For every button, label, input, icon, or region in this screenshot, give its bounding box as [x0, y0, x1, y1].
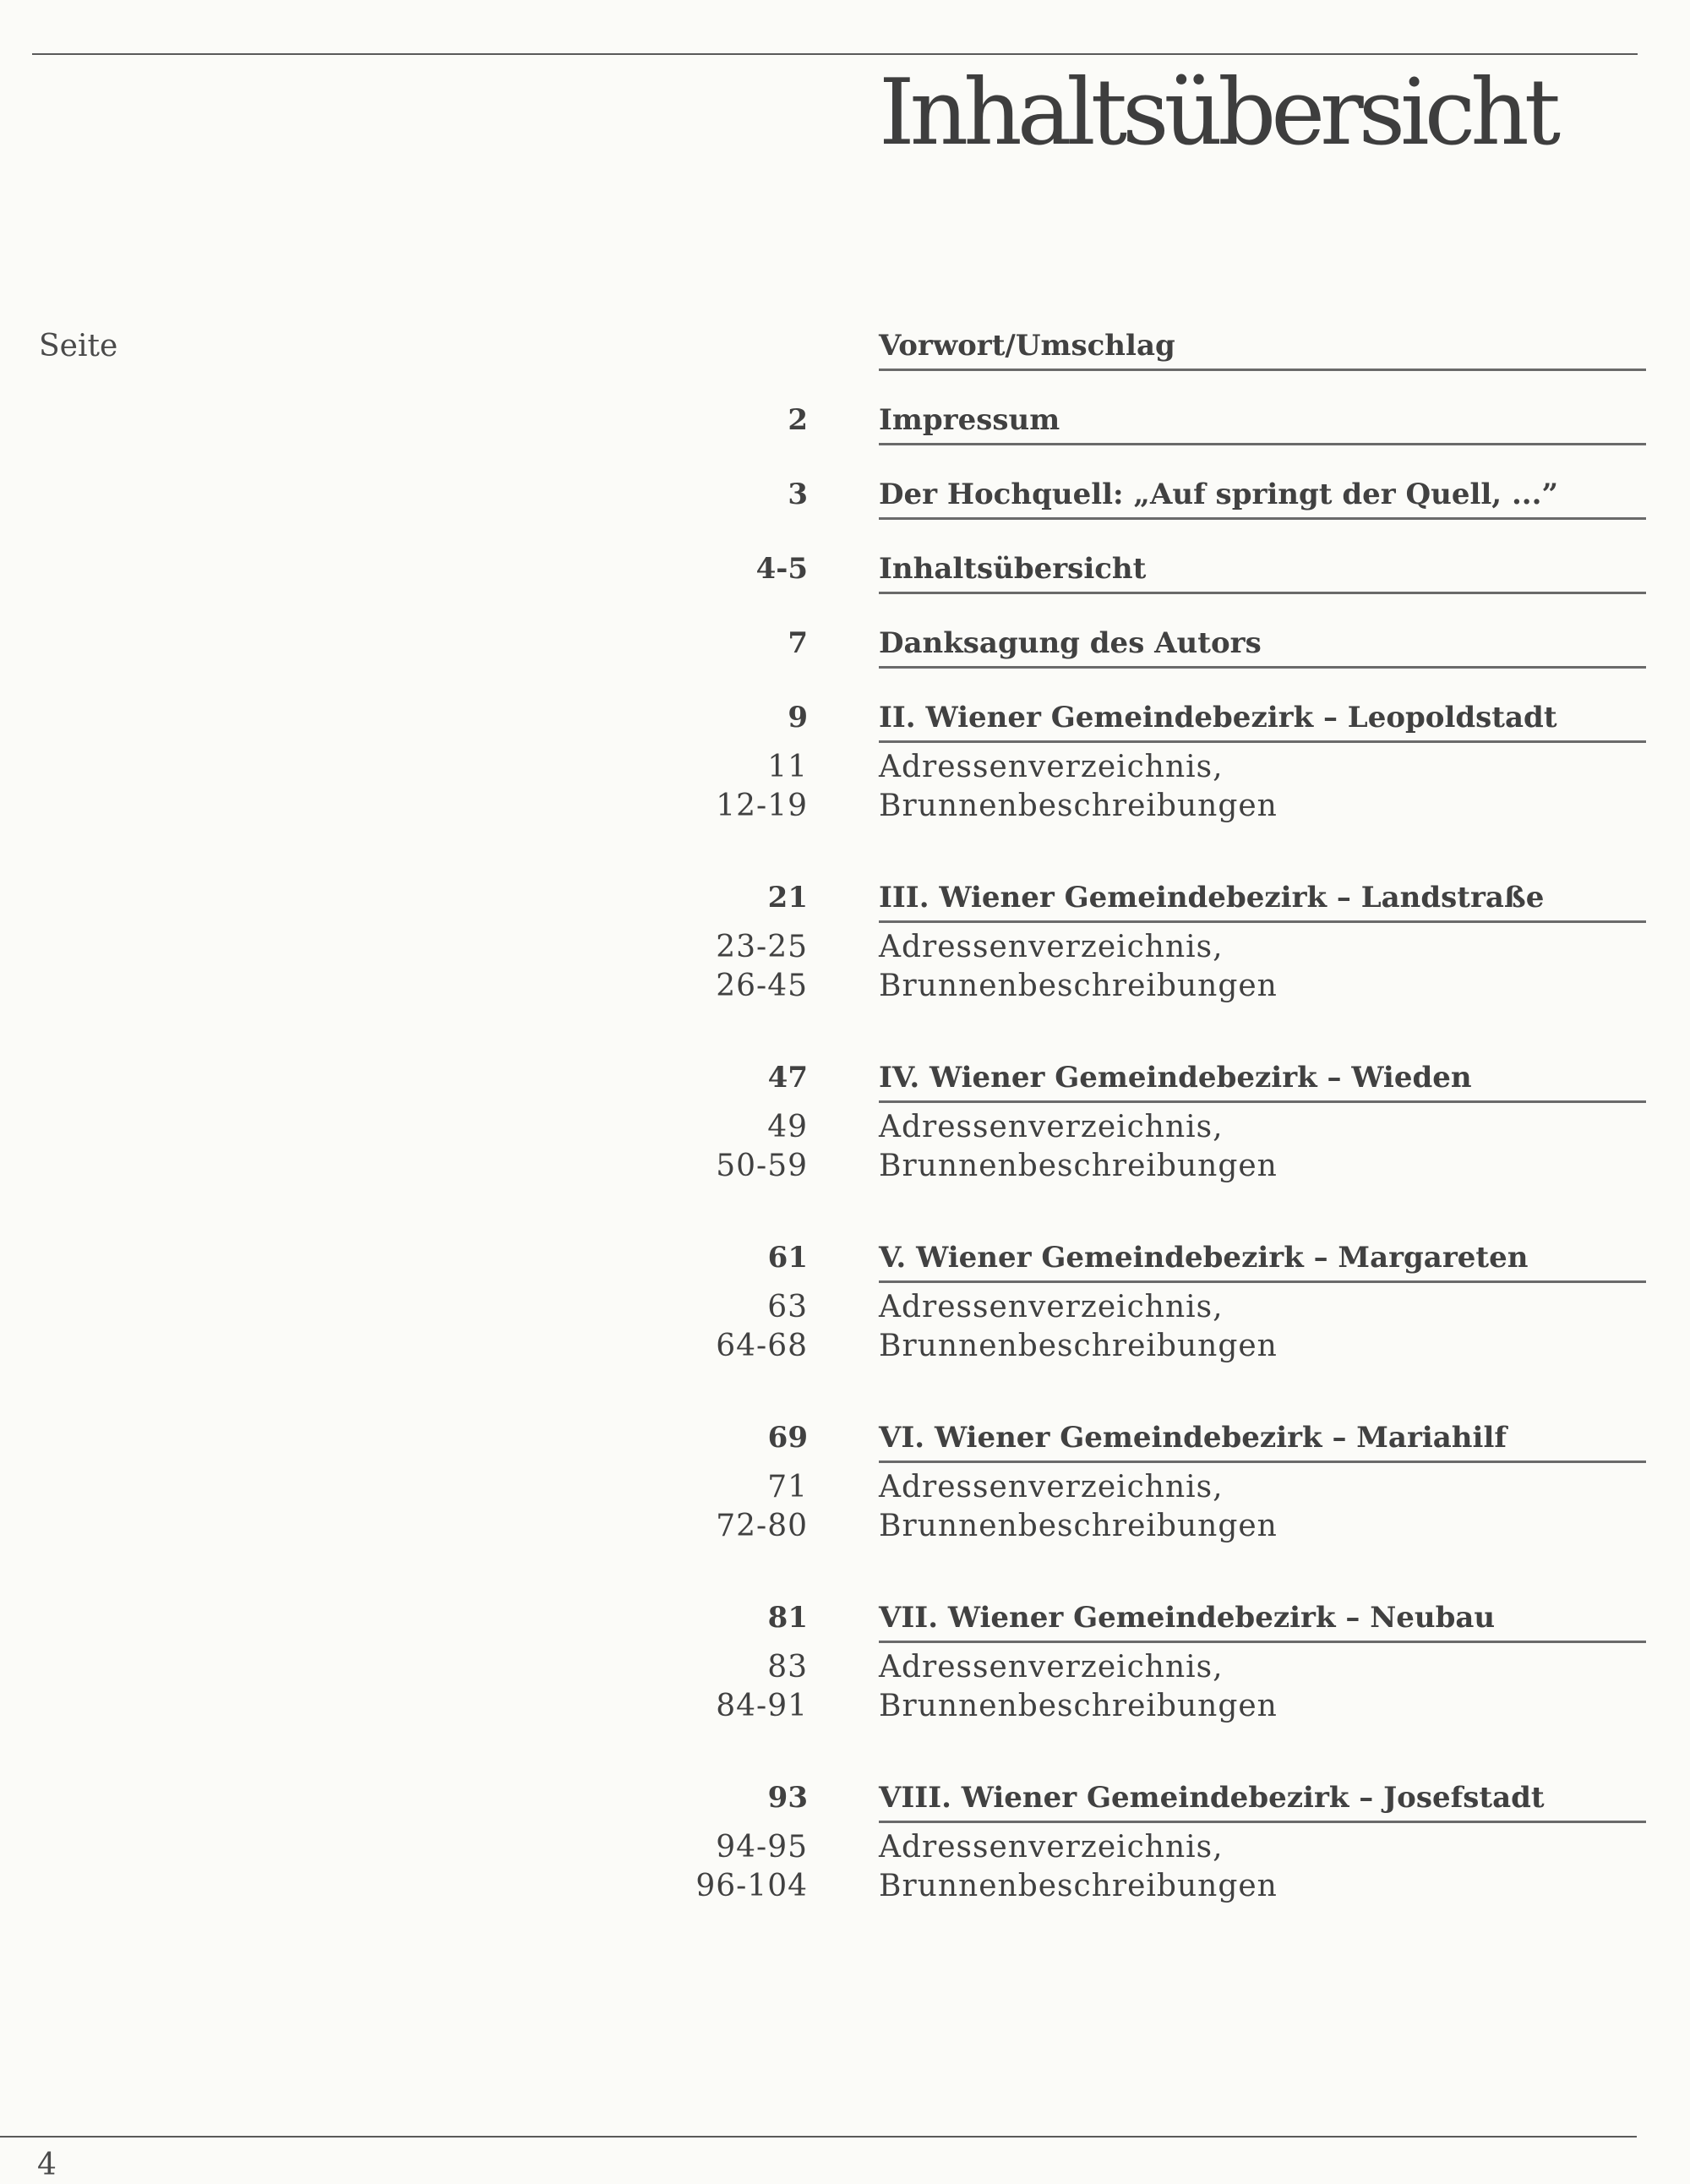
toc-entry-title: VII. Wiener Gemeindebezirk – Neubau — [879, 1598, 1646, 1637]
toc-subentry-title: Adressenverzeichnis, — [879, 750, 1224, 784]
toc-subentry-title: Brunnenbeschreibungen — [879, 1689, 1278, 1723]
toc-entry-title: II. Wiener Gemeindebezirk – Leopoldstadt — [879, 698, 1646, 737]
toc-entry-page: 9 — [788, 701, 808, 734]
toc-subentry-title: Adressenverzeichnis, — [879, 930, 1224, 964]
page-number: 4 — [37, 2148, 57, 2182]
toc-subentry-title: Adressenverzeichnis, — [879, 1290, 1224, 1324]
bottom-rule — [0, 2136, 1637, 2138]
toc-entry-title: III. Wiener Gemeindebezirk – Landstraße — [879, 878, 1646, 917]
toc-subentry-title: Brunnenbeschreibungen — [879, 1149, 1278, 1183]
toc-subentry-page: 50-59 — [716, 1149, 808, 1183]
toc-entry-title: Vorwort/Umschlag — [879, 326, 1646, 365]
toc-subentry-page: 96-104 — [695, 1869, 808, 1903]
toc-entry-page: 93 — [767, 1781, 808, 1815]
toc-subentry-title: Brunnenbeschreibungen — [879, 1509, 1278, 1543]
toc-subentry-page: 83 — [767, 1650, 808, 1684]
toc-subentry-page: 23-25 — [716, 930, 808, 964]
top-rule — [32, 53, 1638, 55]
toc-entry-page: 47 — [767, 1061, 808, 1095]
toc-entry-title: IV. Wiener Gemeindebezirk – Wieden — [879, 1058, 1646, 1097]
column-label-seite: Seite — [39, 329, 118, 363]
toc-entry-title: VIII. Wiener Gemeindebezirk – Josefstadt — [879, 1778, 1646, 1817]
toc-entry-title: Der Hochquell: „Auf springt der Quell, ...” — [879, 475, 1646, 514]
toc-subentry-title: Adressenverzeichnis, — [879, 1470, 1224, 1504]
toc-subentry-title: Brunnenbeschreibungen — [879, 1869, 1278, 1903]
toc-entry-page: 4-5 — [755, 552, 808, 586]
toc-subentry-title: Adressenverzeichnis, — [879, 1110, 1224, 1144]
toc-subentry-page: 11 — [767, 750, 808, 784]
toc-entry-page: 69 — [767, 1421, 808, 1455]
toc-subentry-title: Adressenverzeichnis, — [879, 1650, 1224, 1684]
toc-entry-title: V. Wiener Gemeindebezirk – Margareten — [879, 1238, 1646, 1277]
toc-subentry-page: 49 — [767, 1110, 808, 1144]
toc-subentry-title: Adressenverzeichnis, — [879, 1830, 1224, 1865]
toc-entry-page: 2 — [788, 403, 808, 437]
toc-entry-title: VI. Wiener Gemeindebezirk – Mariahilf — [879, 1418, 1646, 1457]
toc-entry-title: Impressum — [879, 401, 1646, 440]
toc-entry-page: 21 — [767, 881, 808, 915]
toc-entry-page: 61 — [767, 1241, 808, 1275]
toc-subentry-title: Brunnenbeschreibungen — [879, 789, 1278, 823]
toc-subentry-page: 84-91 — [716, 1689, 808, 1723]
page-title: Inhaltsübersicht — [879, 60, 1556, 166]
toc-subentry-page: 26-45 — [716, 969, 808, 1003]
toc-entry-title: Inhaltsübersicht — [879, 549, 1646, 588]
toc-subentry-page: 63 — [767, 1290, 808, 1324]
toc-subentry-page: 12-19 — [716, 789, 808, 823]
toc-entry-page: 81 — [767, 1601, 808, 1635]
toc-subentry-page: 64-68 — [716, 1329, 808, 1363]
toc-subentry-title: Brunnenbeschreibungen — [879, 969, 1278, 1003]
toc-entry-title: Danksagung des Autors — [879, 624, 1646, 663]
toc-subentry-page: 94-95 — [716, 1830, 808, 1865]
toc-subentry-title: Brunnenbeschreibungen — [879, 1329, 1278, 1363]
toc-subentry-page: 72-80 — [716, 1509, 808, 1543]
toc-entry-page: 3 — [788, 478, 808, 511]
toc-entry-page: 7 — [788, 626, 808, 660]
toc-subentry-page: 71 — [767, 1470, 808, 1504]
